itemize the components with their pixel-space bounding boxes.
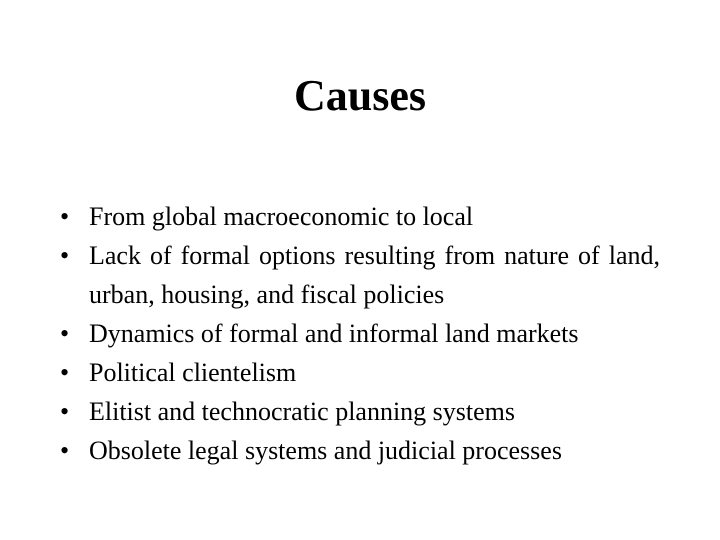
bullet-text: Dynamics of formal and informal land markets (89, 319, 579, 348)
bullet-item (60, 197, 660, 236)
bullet-item (60, 314, 660, 353)
bullet-text: From global macroeconomic to local (89, 202, 474, 231)
bullet-text: Political clientelism (89, 358, 297, 387)
bullet-icon: • (60, 241, 70, 270)
bullet-icon: • (60, 202, 70, 231)
bullet-item (60, 431, 660, 470)
slide-title: Causes (293, 71, 427, 120)
bullet-icon: • (60, 397, 70, 426)
bullet-item (60, 236, 660, 314)
bullet-list (60, 197, 660, 470)
bullet-text: Obsolete legal systems and judicial processes (89, 436, 562, 465)
bullet-item (60, 392, 660, 431)
bullet-text: Elitist and technocratic planning systems (89, 397, 516, 426)
bullet-text: Lack of formal options resulting from nature of land, urban, housing, and fiscal policies (89, 241, 660, 309)
bullet-icon: • (60, 319, 70, 348)
bullet-icon: • (60, 436, 70, 465)
bullet-item (60, 353, 660, 392)
bullet-icon: • (60, 358, 70, 387)
